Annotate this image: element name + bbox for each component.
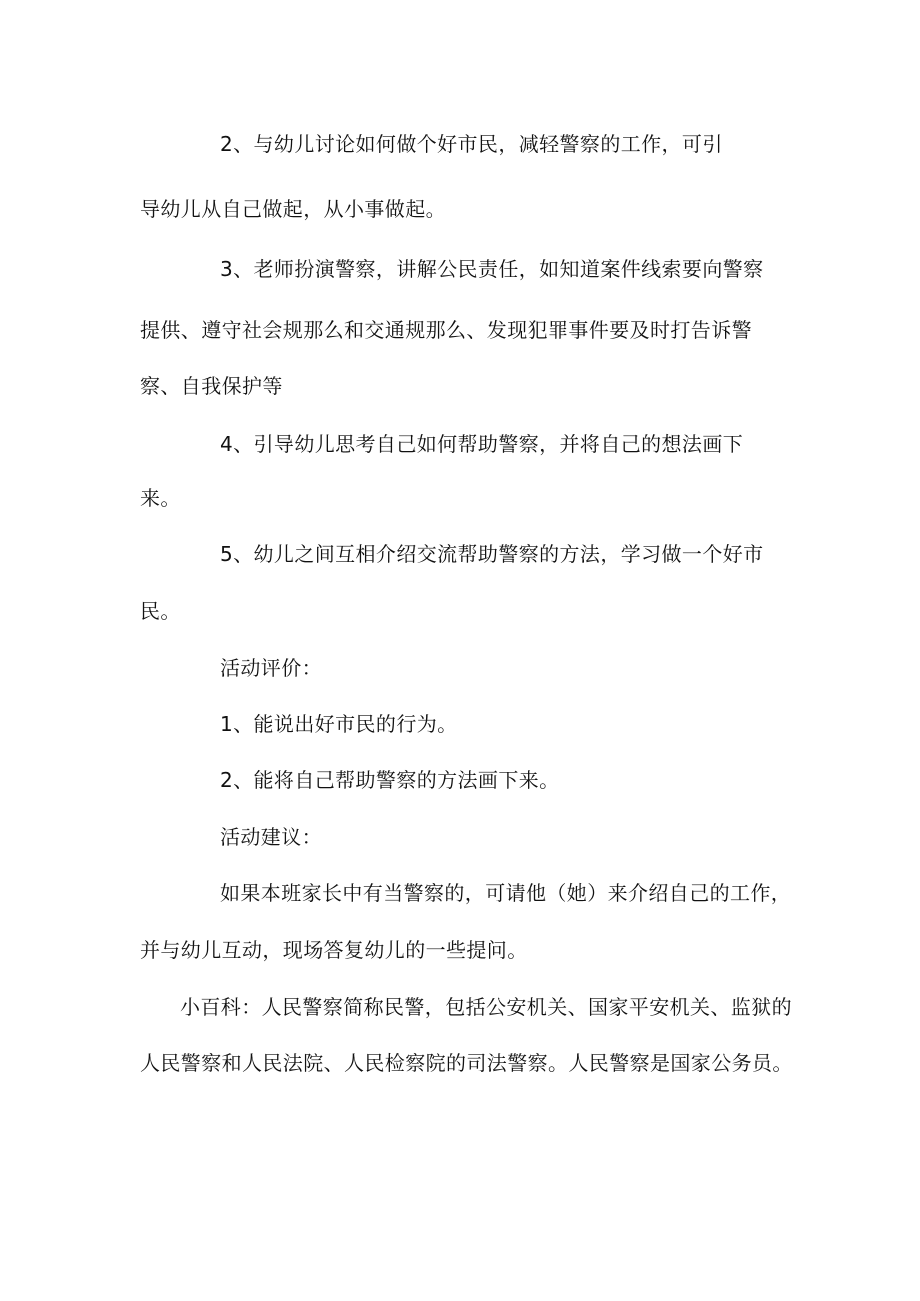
text-line-17: 人民警察和人民法院、人民检察院的司法警察。人民警察是国家公务员。 bbox=[140, 1051, 793, 1075]
text-line-12: 2、能将自己帮助警察的方法画下来。 bbox=[220, 768, 560, 792]
text-line-16: 小百科：人民警察简称民警，包括公安机关、国家平安机关、监狱的 bbox=[180, 995, 792, 1019]
text-line-1: 2、与幼儿讨论如何做个好市民，减轻警察的工作，可引 bbox=[220, 132, 723, 156]
text-line-5: 察、自我保护等 bbox=[140, 374, 283, 398]
text-line-7: 来。 bbox=[140, 486, 181, 510]
text-line-4: 提供、遵守社会规那么和交通规那么、发现犯罪事件要及时打告诉警 bbox=[140, 318, 752, 342]
text-line-8: 5、幼儿之间互相介绍交流帮助警察的方法，学习做一个好市 bbox=[220, 542, 764, 566]
text-line-11: 1、能说出好市民的行为。 bbox=[220, 712, 458, 736]
section-heading-evaluation: 活动评价： bbox=[220, 656, 322, 680]
section-heading-suggestion: 活动建议： bbox=[220, 825, 322, 849]
text-line-9: 民。 bbox=[140, 599, 181, 623]
text-line-14: 如果本班家长中有当警察的，可请他（她）来介绍自己的工作， bbox=[220, 881, 792, 905]
text-line-15: 并与幼儿互动，现场答复幼儿的一些提问。 bbox=[140, 938, 528, 962]
text-line-6: 4、引导幼儿思考自己如何帮助警察，并将自己的想法画下 bbox=[220, 432, 744, 456]
text-line-3: 3、老师扮演警察，讲解公民责任，如知道案件线索要向警察 bbox=[220, 257, 764, 281]
text-line-2: 导幼儿从自己做起，从小事做起。 bbox=[140, 197, 446, 221]
